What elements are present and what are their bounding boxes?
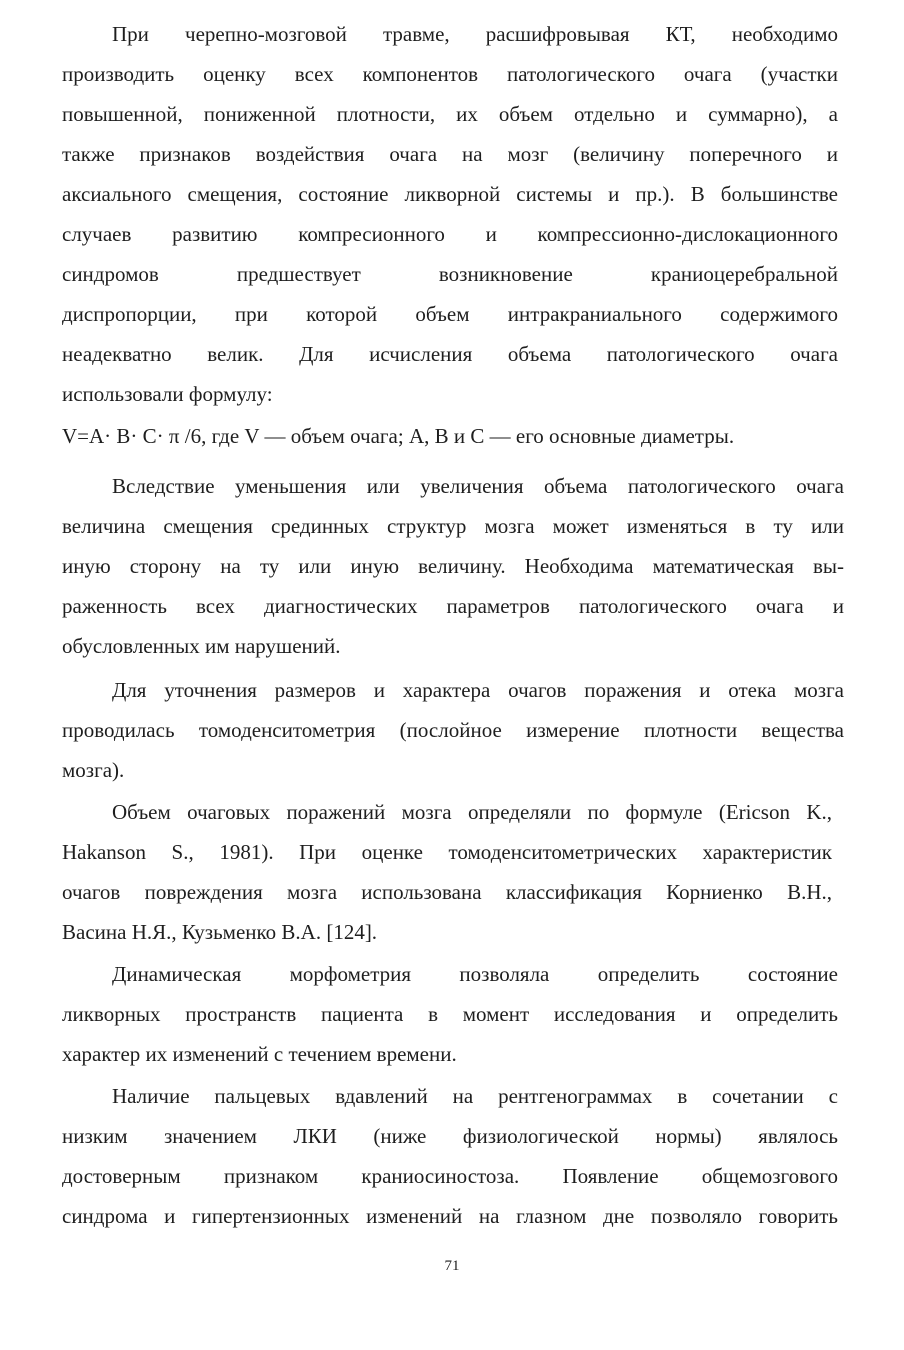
paragraph-1-line-7: синдромов предшествует возникновение краниоцеребральной [62, 262, 838, 286]
paragraph-2-line-4: раженность всех диагностических параметров патологического очага и [62, 594, 844, 618]
paragraph-1-line-2: производить оценку всех компонентов патологического очага (участки [62, 62, 838, 86]
paragraph-6-line-2: низким значением ЛКИ (ниже физиологической нормы) являлось [62, 1124, 838, 1148]
paragraph-3-line-3: мозга). [62, 758, 125, 782]
paragraph-4-line-3: очагов повреждения мозга использована классификация Корниенко В.Н., [62, 880, 832, 904]
paragraph-6-line-1: Наличие пальцевых вдавлений на рентгенограммах в сочетании с [112, 1084, 838, 1108]
paragraph-1-line-5: аксиального смещения, состояние ликворной системы и пр.). В большинстве [62, 182, 838, 206]
paragraph-3-line-1: Для уточнения размеров и характера очагов поражения и отека мозга [112, 678, 844, 702]
paragraph-2-line-1: Вследствие уменьшения или увеличения объема патологического очага [112, 474, 844, 498]
paragraph-5-line-3: характер их изменений с течением времени. [62, 1042, 457, 1066]
paragraph-6-line-4: синдрома и гипертензионных изменений на глазном дне позволяло говорить [62, 1204, 838, 1228]
volume-formula: V=A· B· C· π /6, где V — объем очага; A, B и C — его основные диаметры. [62, 424, 735, 448]
paragraph-1-line-9: неадекватно велик. Для исчисления объема патологического очага [62, 342, 838, 366]
paragraph-2-line-3: иную сторону на ту или иную величину. Необходима математическая вы- [62, 554, 844, 578]
paragraph-4-line-2: Hakanson S., 1981). При оценке томоденситометрических характеристик [62, 840, 832, 864]
paragraph-1-line-8: диспропорции, при которой объем интракраниального содержимого [62, 302, 838, 326]
paragraph-1-line-6: случаев развитию компресионного и компрессионно-дислокационного [62, 222, 838, 246]
paragraph-3-line-2: проводилась томоденситометрия (послойное измерение плотности вещества [62, 718, 844, 742]
paragraph-2-line-5: обусловленных им нарушений. [62, 634, 341, 658]
page-number: 71 [444, 1258, 460, 1274]
paragraph-1-line-4: также признаков воздействия очага на мозг (величину поперечного и [62, 142, 838, 166]
paragraph-1-line-10: использовали формулу: [62, 382, 273, 406]
paragraph-1-line-3: повышенной, пониженной плотности, их объем отдельно и суммарно), а [62, 102, 838, 126]
paragraph-6-line-3: достоверным признаком краниосиностоза. Появление общемозгового [62, 1164, 838, 1188]
paragraph-4-line-4: Васина Н.Я., Кузьменко В.А. [124]. [62, 920, 378, 944]
paragraph-4-line-1: Объем очаговых поражений мозга определяли по формуле (Ericson K., [112, 800, 832, 824]
paragraph-5-line-1: Динамическая морфометрия позволяла определить состояние [112, 962, 838, 986]
paragraph-1-line-1: При черепно-мозговой травме, расшифровывая КТ, необходимо [112, 22, 838, 46]
paragraph-2-line-2: величина смещения срединных структур мозга может изменяться в ту или [62, 514, 844, 538]
paragraph-5-line-2: ликворных пространств пациента в момент исследования и определить [62, 1002, 838, 1026]
